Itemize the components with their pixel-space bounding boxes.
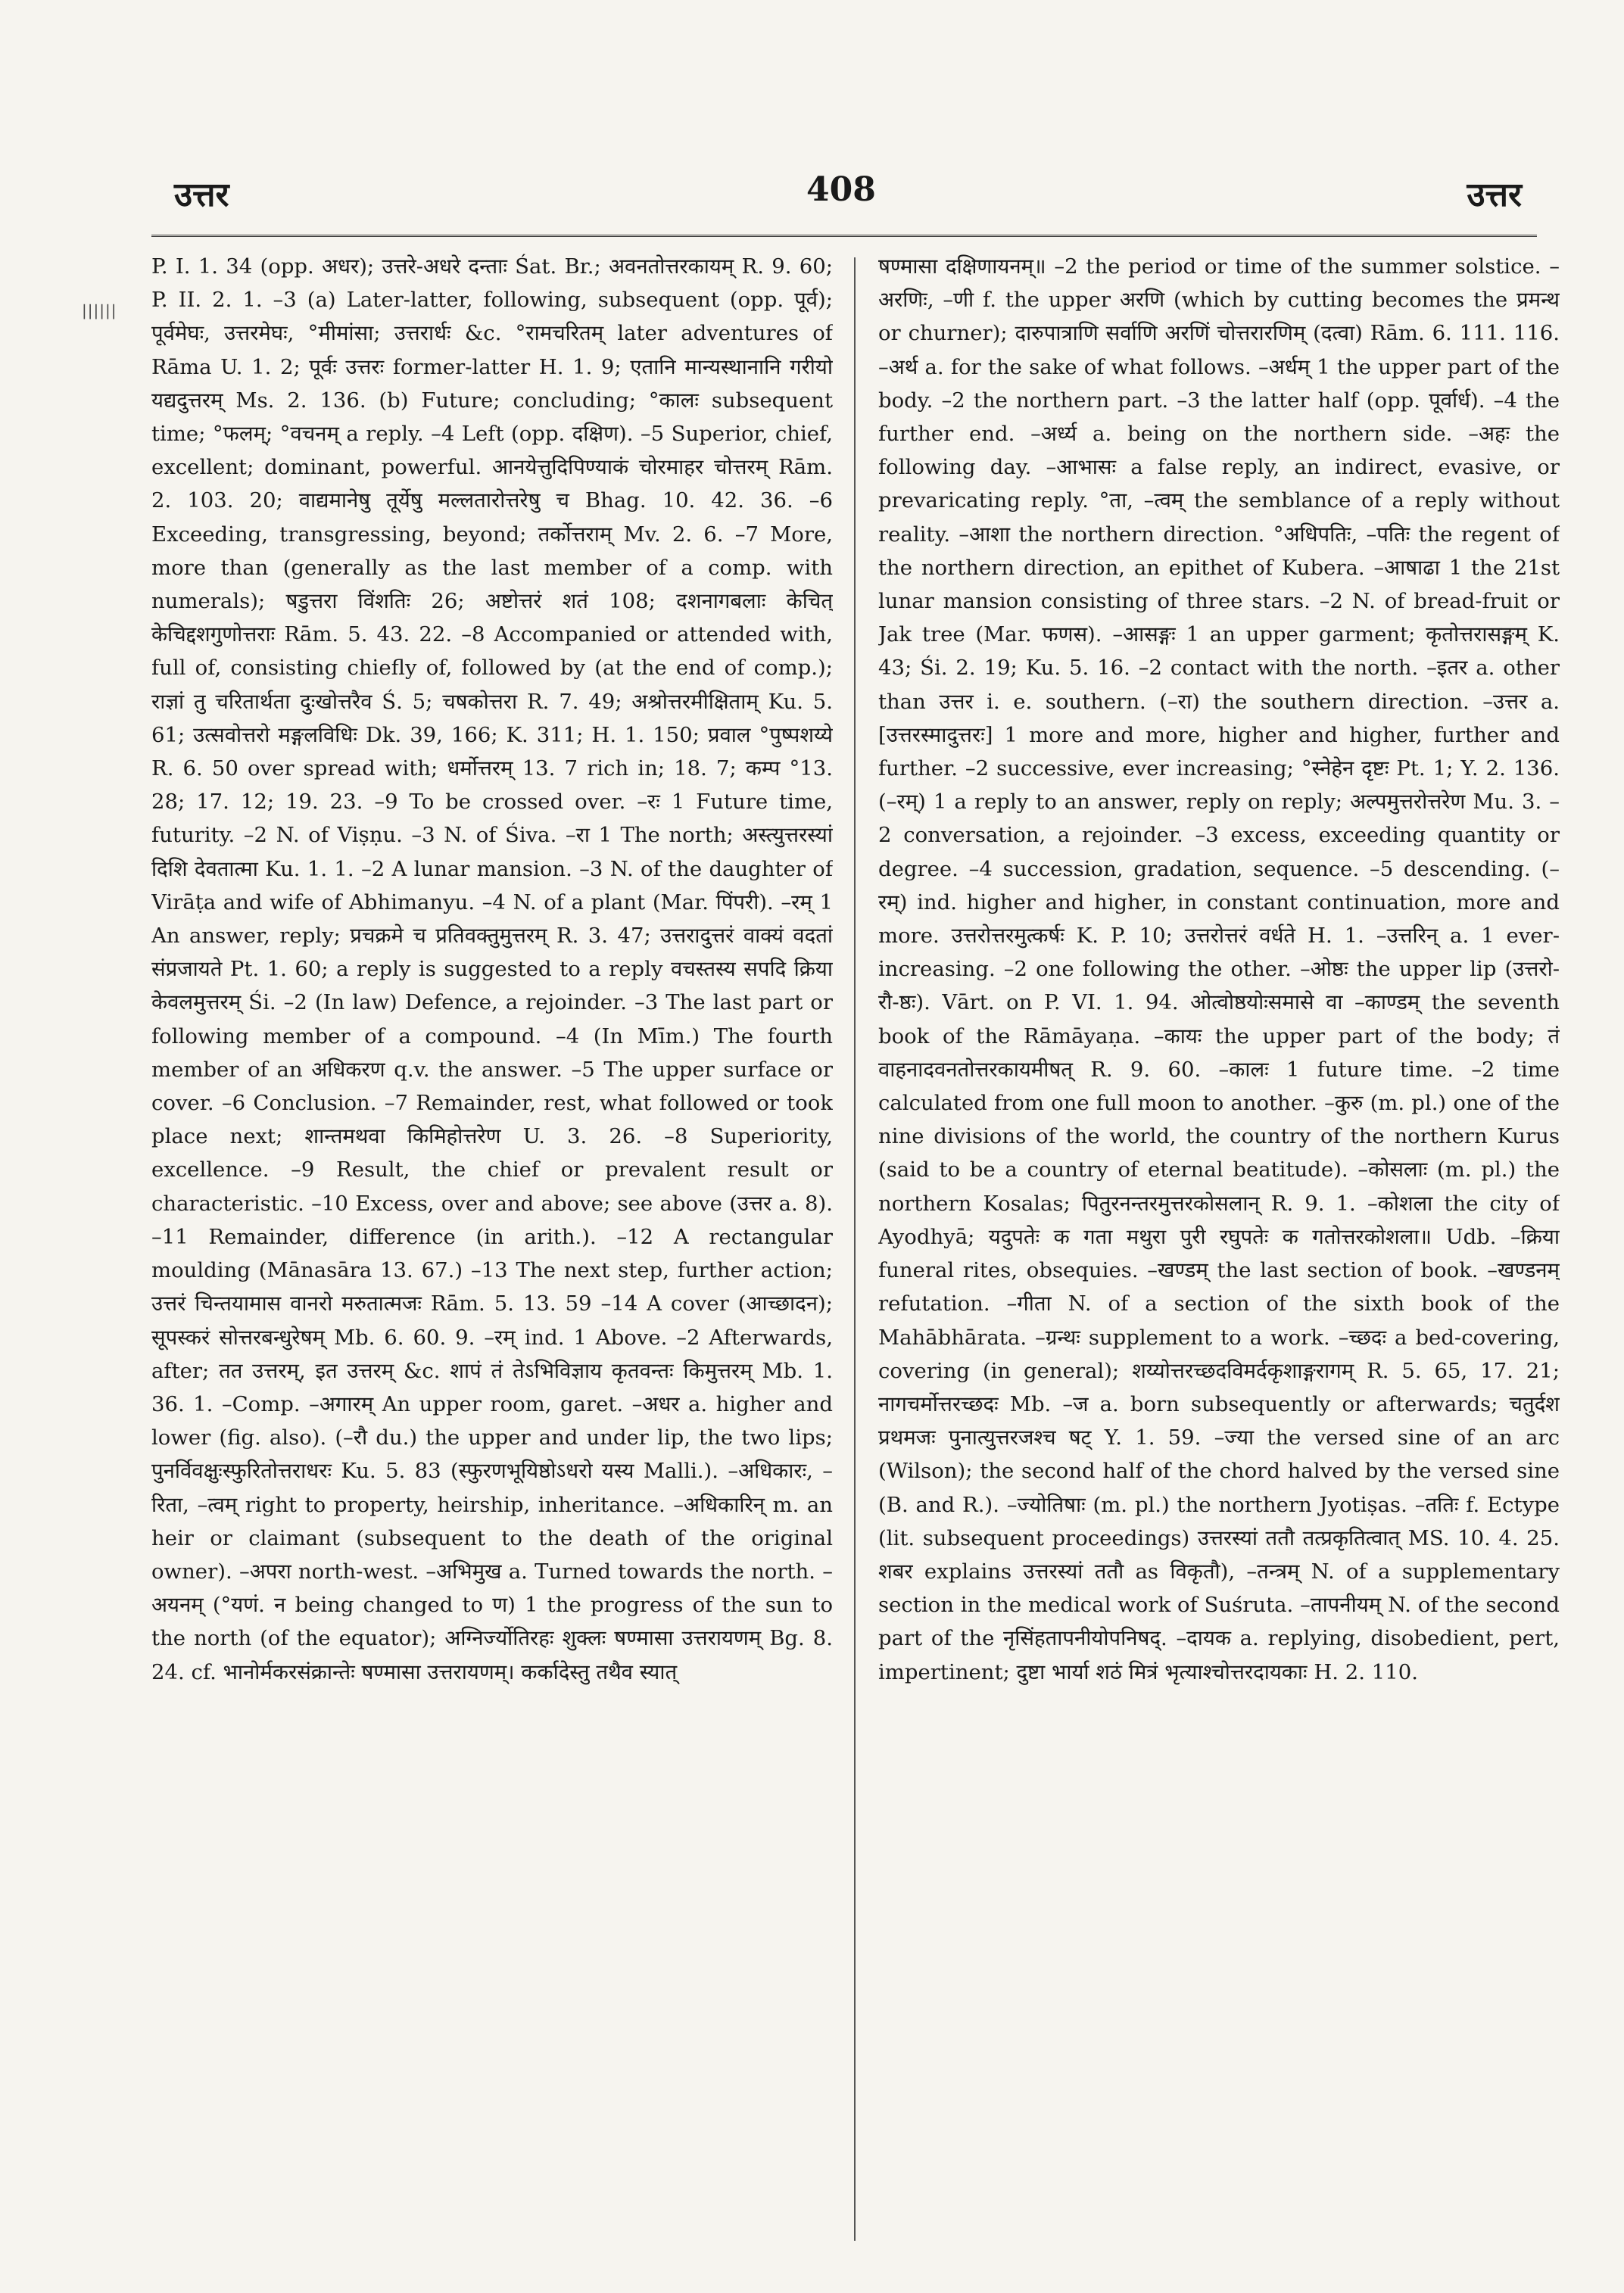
- left-column-text: P. I. 1. 34 (opp. अधर); उत्तरे-अधरे दन्ताः Śat. Br.; अवनतोत्तरकायम् R. 9. 60; P. II. 2. 1. –3 (a) Later-latter, following, subsequent (opp. पूर्व); पूर्वमेघः, उत्तरमेघः, °मीमांसा; उत्तरार्धः &c. °रामचरितम् later adventures of Rāma U. 1. 2; पूर्वः उत्तरः former-latter H. 1. 9; एतानि मान्यस्थानानि गरीयो यद्यदुत्तरम् Ms. 2. 136. (b) Future; concluding; °कालः subsequent time; °फलम्; °वचनम् a reply. –4 Left (opp. दक्षिण). –5 Superior, chief, excellent; dominant, powerful. आनयेत्तुदिपिण्याकं चोरमाहर चोत्तरम् Rām. 2. 103. 20; वाद्यमानेषु तूर्येषु मल्लतारोत्तरेषु च Bhag. 10. 42. 36. –6 Exceeding, transgressing, beyond; तर्कोत्तराम् Mv. 2. 6. –7 More, more than (generally as the last member of a comp. with numerals); षडुत्तरा विंशतिः 26; अष्टोत्तरं शतं 108; दशनागबलाः केचित् केचिद्दशगुणोत्तराः Rām. 5. 43. 22. –8 Accompanied or attended with, full of, consisting chiefly of, followed by (at the end of comp.); राज्ञां तु चरितार्थता दुःखोत्तरैव Ś. 5; चषकोत्तरा R. 7. 49; अश्रोत्तरमीक्षिताम् Ku. 5. 61; उत्सवोत्तरो मङ्गलविधिः Dk. 39, 166; K. 311; H. 1. 150; प्रवाल °पुष्पशय्ये R. 6. 50 over spread with; धर्मोत्तरम् 13. 7 rich in; 18. 7; कम्प °13. 28; 17. 12; 19. 23. –9 To be crossed over. –रः 1 Future time, futurity. –2 N. of Viṣṇu. –3 N. of Śiva. –रा 1 The north; अस्त्युत्तरस्यां दिशि देवतात्मा Ku. 1. 1. –2 A lunar mansion. –3 N. of the daughter of Virāṭa and wife of Abhimanyu. –4 N. of a plant (Mar. पिंपरी). –रम् 1 An answer, reply; प्रचक्रमे च प्रतिवक्तुमुत्तरम् R. 3. 47; उत्तरादुत्तरं वाक्यं वदतां संप्रजायते Pt. 1. 60; a reply is suggested to a reply वचस्तस्य सपदि क्रिया केवलमुत्तरम् Śi. –2 (In law) Defence, a rejoinder. –3 The last part or following member of a compound. –4 (In Mīm.) The fourth member of an अधिकरण q.v. the answer. –5 The upper surface or cover. –6 Conclusion. –7 Remainder, rest, what followed or took place next; शान्तमथवा किमिहोत्तरेण U. 3. 26. –8 Superiority, excellence. –9 Result, the chief or prevalent result or characteristic. –10 Excess, over and above; see above (उत्तर a. 8). –11 Remainder, difference (in arith.). –12 A rectangular moulding (Mānasāra 13. 67.) –13 The next step, further action; उत्तरं चिन्तयामास वानरो मरुतात्मजः Rām. 5. 13. 59 –14 A cover (आच्छादन); सूपस्करं सोत्तरबन्धुरेषम् Mb. 6. 60. 9. –रम् ind. 1 Above. –2 Afterwards, after; तत उत्तरम्, इत उत्तरम् &c. शापं तं तेऽभिविज्ञाय कृतवन्तः किमुत्तरम् Mb. 1. 36. 1. –Comp. –अगारम् An upper room, garet. –अधर a. higher and lower (fig. also). (–रौ du.) the upper and under lip, the two lips; पुनर्विवक्षुःस्फुरितोत्तराधरः Ku. 5. 83 (स्फुरणभूयिष्ठोऽधरो यस्य Malli.). –अधिकारः, –रिता, –त्वम् right to property, heirship, inheritance. –अधिकारिन् m. an heir or claimant (subsequent to the death of the original owner). –अपरा north-west. –अभिमुख a. Turned towards the north. –अयनम् (°यणं. न being changed to ण) 1 the progress of the sun to the north (of the equator); अग्निर्ज्योतिरहः शुक्लः षण्मासा उत्तरायणम् Bg. 8. 24. cf. भानोर्मकरसंक्रान्तेः षण्मासा उत्तरायणम्। कर्कादेस्तु तथैव स्यात्: [151, 254, 833, 1684]
- left-running-headword: उत्तर: [174, 176, 229, 214]
- right-column: [878, 250, 1560, 2248]
- margin-mark: ||||||: [82, 301, 117, 319]
- left-column: [151, 250, 833, 2248]
- page-number: 408: [806, 170, 876, 209]
- column-divider: [854, 257, 856, 2241]
- right-column-text: षण्मासा दक्षिणायनम्॥ –2 the period or time of the summer solstice. –अरणिः, –णी f. the upper अरणि (which by cutting becomes the प्रमन्थ or churner); दारुपात्राणि सर्वाणि अरणिं चोत्तरारणिम् (दत्वा) Rām. 6. 111. 116. –अर्थ a. for the sake of what follows. –अर्धम् 1 the upper part of the body. –2 the northern part. –3 the latter half (opp. पूर्वार्ध). –4 the further end. –अर्ध्य a. being on the northern side. –अहः the following day. –आभासः a false reply, an indirect, evasive, or prevaricating reply. °ता, –त्वम् the semblance of a reply without reality. –आशा the northern direction. °अधिपतिः, –पतिः the regent of the northern direction, an epithet of Kubera. –आषाढा 1 the 21st lunar mansion consisting of three stars. –2 N. of bread-fruit or Jak tree (Mar. फणस). –आसङ्गः 1 an upper garment; कृतोत्तरासङ्गम् K. 43; Śi. 2. 19; Ku. 5. 16. –2 contact with the north. –इतर a. other than उत्तर i. e. southern. (–रा) the southern direction. –उत्तर a. [उत्तरस्मादुत्तरः] 1 more and more, higher and higher, further and further. –2 successive, ever increasing; °स्नेहेन दृष्टः Pt. 1; Y. 2. 136. (–रम्) 1 a reply to an answer, reply on reply; अल्पमुत्तरोत्तरेण Mu. 3. –2 conversation, a rejoinder. –3 excess, exceeding quantity or degree. –4 succession, gradation, sequence. –5 descending. (–रम्) ind. higher and higher, in constant continuation, more and more. उत्तरोत्तरमुत्कर्षः K. P. 10; उत्तरोत्तरं वर्धते H. 1. –उत्तरिन् a. 1 ever-increasing. –2 one following the other. –ओष्ठः the upper lip (उत्तरो-रौ-ष्ठः). Vārt. on P. VI. 1. 94. ओत्वोष्ठयोःसमासे वा –काण्डम् the seventh book of the Rāmāyaṇa. –कायः the upper part of the body; तं वाहनादवनतोत्तरकायमीषत् R. 9. 60. –कालः 1 future time. –2 time calculated from one full moon to another. –कुरु (m. pl.) one of the nine divisions of the world, the country of the northern Kurus (said to be a country of eternal beatitude). –कोसलाः (m. pl.) the northern Kosalas; पितुरनन्तरमुत्तरकोसलान् R. 9. 1. –कोशला the city of Ayodhyā; यदुपतेः क गता मथुरा पुरी रघुपतेः क गतोत्तरकोशला॥ Udb. –क्रिया funeral rites, obsequies. –खण्डम् the last section of book. –खण्डनम् refutation. –गीता N. of a section of the sixth book of the Mahābhārata. –ग्रन्थः supplement to a work. –च्छदः a bed-covering, covering (in general); शय्योत्तरच्छदविमर्दकृशाङ्गरागम् R. 5. 65, 17. 21; नागचर्मोत्तरच्छदः Mb. –ज a. born subsequently or afterwards; चतुर्दश प्रथमजः पुनात्युत्तरजश्च षट् Y. 1. 59. –ज्या the versed sine of an arc (Wilson); the second half of the chord halved by the versed sine (B. and R.). –ज्योतिषाः (m. pl.) the northern Jyotiṣas. –ततिः f. Ectype (lit. subsequent proceedings) उत्तरस्यां ततौ तत्प्रकृतित्वात् MS. 10. 4. 25. शबर explains उत्तरस्यां ततौ as विकृतौ), –तन्त्रम् N. of a supplementary section in the medical work of Suśruta. –तापनीयम् N. of the second part of the नृसिंहतापनीयोपनिषद्. –दायक a. replying, disobedient, pert, impertinent; दुष्टा भार्या शठं मित्रं भृत्याश्चोत्तरदायकाः H. 2. 110.: [878, 254, 1560, 1684]
- page-header: [151, 170, 1537, 216]
- header-rule: [151, 235, 1537, 237]
- right-running-headword: उत्तर: [1467, 176, 1522, 214]
